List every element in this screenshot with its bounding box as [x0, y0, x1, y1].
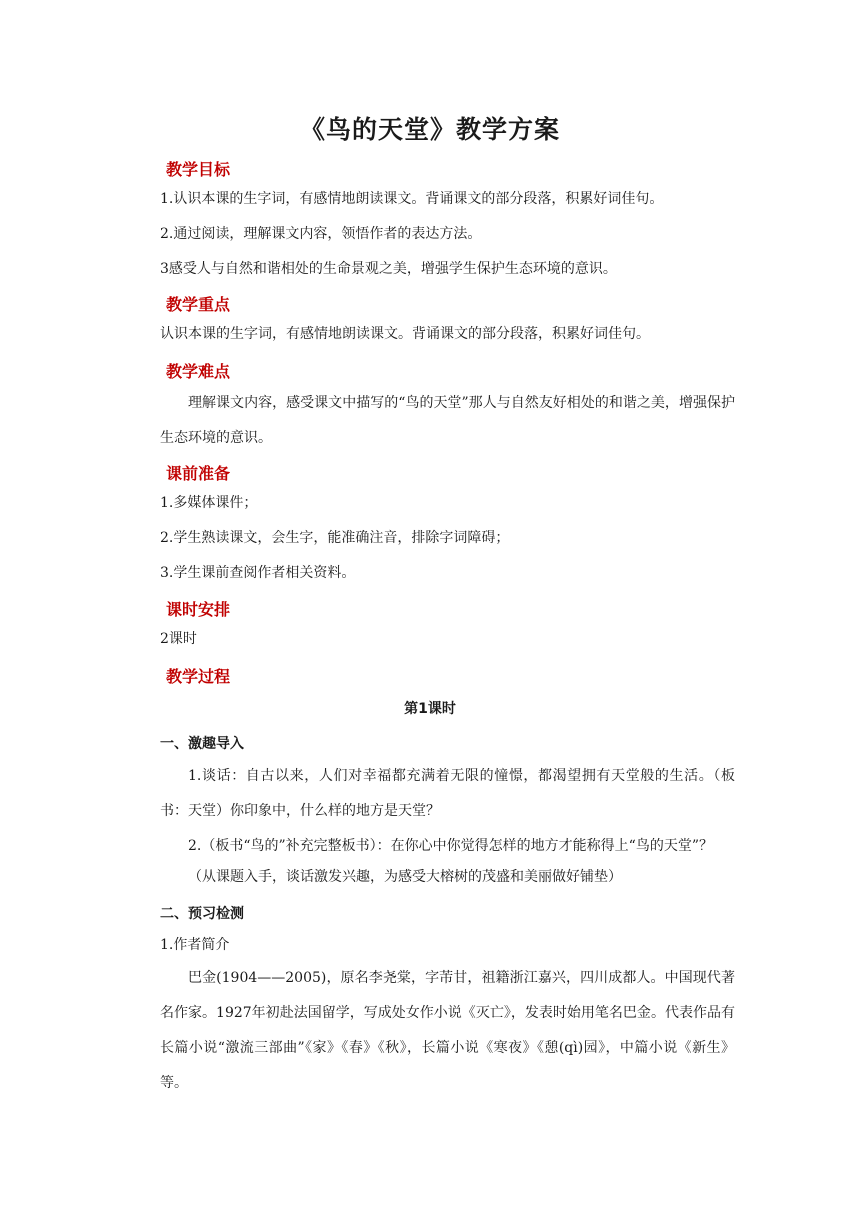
- objective-item: 1.认识本课的生字词，有感情地朗读课文。背诵课文的部分段落，积累好词佳句。: [160, 191, 664, 207]
- preparation-item: 3.学生课前查阅作者相关资料。: [160, 565, 356, 581]
- author-bio: 巴金(1904——2005)，原名李尧棠，字芾甘，祖籍浙江嘉兴，四川成都人。中国现代著名作家。1927年初赴法国留学，写成处女作小说《灭亡》，发表时始用笔名巴金。代表作品有长篇小说“激流三部曲”《家》《春》《秋》，长篇小说《寒夜》《憩(qì)园》，中篇小说《新生》等。: [160, 970, 735, 1091]
- preparation-item: 1.多媒体课件；: [160, 495, 258, 511]
- objective-item: 2.通过阅读，理解课文内容，领悟作者的表达方法。: [160, 226, 482, 242]
- process-heading: 教学过程: [166, 667, 231, 686]
- author-intro-label: 1.作者简介: [160, 937, 230, 953]
- difficulties-heading: 教学难点: [166, 362, 231, 381]
- difficulties-text: 理解课文内容，感受课文中描写的“鸟的天堂”那人与自然友好相处的和谐之美，增强保护生态环境的意识。: [160, 395, 735, 446]
- preparation-item: 2.学生熟读课文，会生字，能准确注音，排除字词障碍；: [160, 530, 510, 546]
- key-points-heading: 教学重点: [166, 295, 231, 314]
- objectives-heading: 教学目标: [166, 160, 231, 179]
- objective-item: 3感受人与自然和谐相处的生命景观之美，增强学生保护生态环境的意识。: [160, 261, 617, 277]
- preparation-heading: 课前准备: [166, 464, 231, 483]
- section-heading-preview: 二、预习检测: [160, 906, 244, 922]
- schedule-heading: 课时安排: [166, 600, 231, 619]
- intro-paragraph: 2.（板书“鸟的”补充完整板书）：在你心中你觉得怎样的地方才能称得上“鸟的天堂”？: [188, 838, 713, 854]
- lesson-title: 第1课时: [404, 701, 456, 717]
- intro-note: （从课题入手，谈话激发兴趣，为感受大榕树的茂盛和美丽做好铺垫）: [188, 869, 622, 885]
- section-heading-intro: 一、激趣导入: [160, 736, 244, 752]
- document-title: 《鸟的天堂》教学方案: [299, 115, 560, 144]
- intro-paragraph: 1.谈话：自古以来，人们对幸福都充满着无限的憧憬，都渴望拥有天堂般的生活。（板书：天堂）你印象中，什么样的地方是天堂？: [160, 768, 735, 819]
- schedule-text: 2课时: [160, 631, 197, 647]
- key-points-text: 认识本课的生字词，有感情地朗读课文。背诵课文的部分段落，积累好词佳句。: [160, 326, 650, 342]
